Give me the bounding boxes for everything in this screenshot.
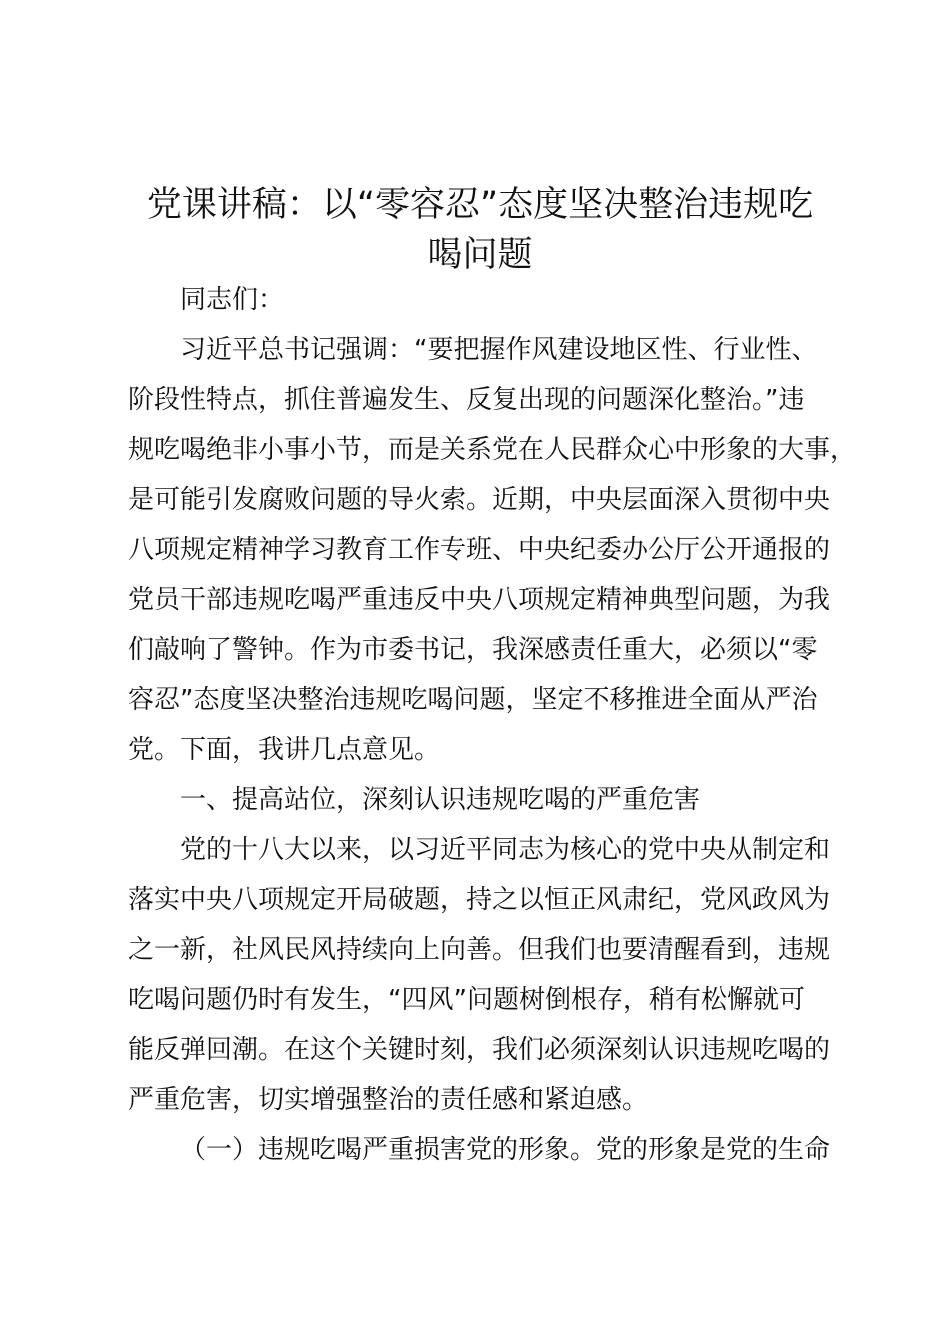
paragraph-line: 们敲响了警钟。作为市委书记，我深感责任重大，必须以“零 [128,635,818,665]
paragraph-line: 党员干部违规吃喝严重违反中央八项规定精神典型问题，为我 [128,585,831,615]
paragraph-line: 习近平总书记强调：“要把握作风建设地区性、行业性、 [180,335,818,365]
paragraph-line: 阶段性特点，抓住普遍发生、反复出现的问题深化整治。”违 [128,385,805,415]
paragraph-line: 能反弹回潮。在这个关键时刻，我们必须深刻认识违规吃喝的 [128,1035,831,1065]
paragraph-line: 党的十八大以来，以习近平同志为核心的党中央从制定和 [180,835,831,865]
paragraph-line: 严重危害，切实增强整治的责任感和紧迫感。 [128,1085,649,1115]
paragraph-line: 党。下面，我讲几点意见。 [128,735,441,765]
paragraph-line: 规吃喝绝非小事小节，而是关系党在人民群众心中形象的大事， [128,435,857,465]
salutation: 同志们： [180,285,285,315]
section-heading: 一、提高站位，深刻认识违规吃喝的严重危害 [180,785,701,815]
paragraph-line: 容忍”态度坚决整治违规吃喝问题，坚定不移推进全面从严治 [128,685,818,715]
document-body [128,275,857,1175]
paragraph-line: 落实中央八项规定开局破题，持之以恒正风肃纪，党风政风为 [128,885,831,915]
paragraph-line: 八项规定精神学习教育工作专班、中央纪委办公厅公开通报的 [128,535,831,565]
paragraph-line: 是可能引发腐败问题的导火索。近期，中央层面深入贯彻中央 [128,485,831,515]
title-line-2: 喝问题 [427,235,533,275]
paragraph-line: 吃喝问题仍时有发生，“四风”问题树倒根存，稍有松懈就可 [128,985,805,1015]
document-title [100,180,860,280]
paragraph-line: 之一新，社风民风持续向上向善。但我们也要清醒看到，违规 [128,935,831,965]
title-line-1: 党课讲稿：以“零容忍”态度坚决整治违规吃 [146,185,814,225]
subsection-line: （一）违规吃喝严重损害党的形象。党的形象是党的生命 [180,1135,831,1165]
